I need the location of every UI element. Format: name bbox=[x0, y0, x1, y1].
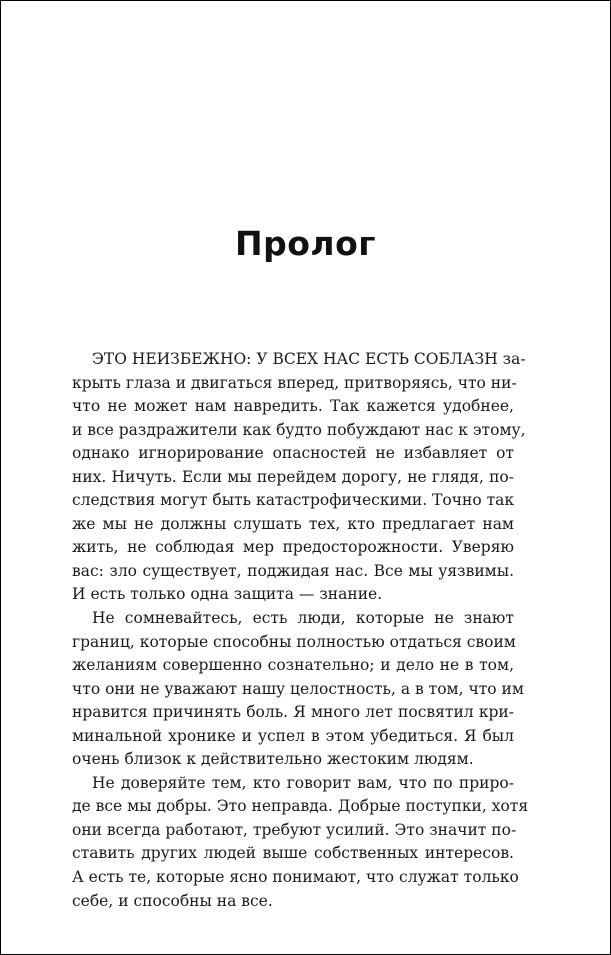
text-line: же мы не должны слушать тех, кто предлагает нам bbox=[72, 514, 514, 533]
text-line: ставить других людей выше собственных интересов. bbox=[72, 844, 514, 863]
text-line: нравится причинять боль. Я много лет посвятил кри- bbox=[72, 703, 514, 722]
text-line: что они не уважают нашу целостность, а в том, что им bbox=[72, 679, 524, 698]
text-line: де все мы добры. Это неправда. Добрые поступки, хотя bbox=[72, 797, 529, 816]
text-line: минальной хронике и успел в этом убедиться. Я был bbox=[72, 726, 514, 745]
text-line: желаниям совершенно сознательно; и дело не в том, bbox=[72, 656, 514, 675]
text-line: жить, не соблюдая мер предосторожности. Уверяю bbox=[72, 538, 514, 557]
text-line: А есть те, которые ясно понимают, что служат только bbox=[72, 868, 519, 887]
text-line: границ, которые способны полностью отдаться своим bbox=[72, 632, 516, 651]
text-line: себе, и способны на все. bbox=[72, 891, 273, 910]
paragraph-1 bbox=[72, 348, 526, 607]
text-line: Не доверяйте тем, кто говорит вам, что по приро- bbox=[92, 773, 514, 792]
text-line: ЭТО НЕИЗБЕЖНО: У ВСЕХ НАС ЕСТЬ СОБЛАЗН за- bbox=[92, 350, 526, 368]
paragraph-2 bbox=[72, 607, 524, 772]
text-line: следствия могут быть катастрофическими. Точно так bbox=[72, 491, 515, 510]
text-line: вас: зло существует, поджидая нас. Все мы уязвимы. bbox=[72, 561, 514, 580]
text-line: что не может нам навредить. Так кажется удобнее, bbox=[72, 397, 514, 416]
text-line: и все раздражители как будто побуждают нас к этому, bbox=[72, 420, 526, 439]
text-line: они всегда работают, требуют усилий. Это значит по- bbox=[72, 820, 517, 839]
text-line: однако игнорирование опасностей не избавляет от bbox=[72, 444, 514, 463]
text-line: И есть только одна защита — знание. bbox=[72, 585, 383, 604]
text-line: Не сомневайтесь, есть люди, которые не знают bbox=[92, 609, 514, 628]
text-line: крыть глаза и двигаться вперед, притворяясь, что ни- bbox=[72, 373, 517, 392]
chapter-title: Пролог bbox=[235, 224, 376, 263]
text-line: них. Ничуть. Если мы перейдем дорогу, не глядя, по- bbox=[72, 467, 514, 486]
paragraph-3 bbox=[72, 772, 529, 913]
chapter-body bbox=[72, 348, 529, 913]
text-line: очень близок к действительно жестоким людям. bbox=[72, 750, 474, 769]
